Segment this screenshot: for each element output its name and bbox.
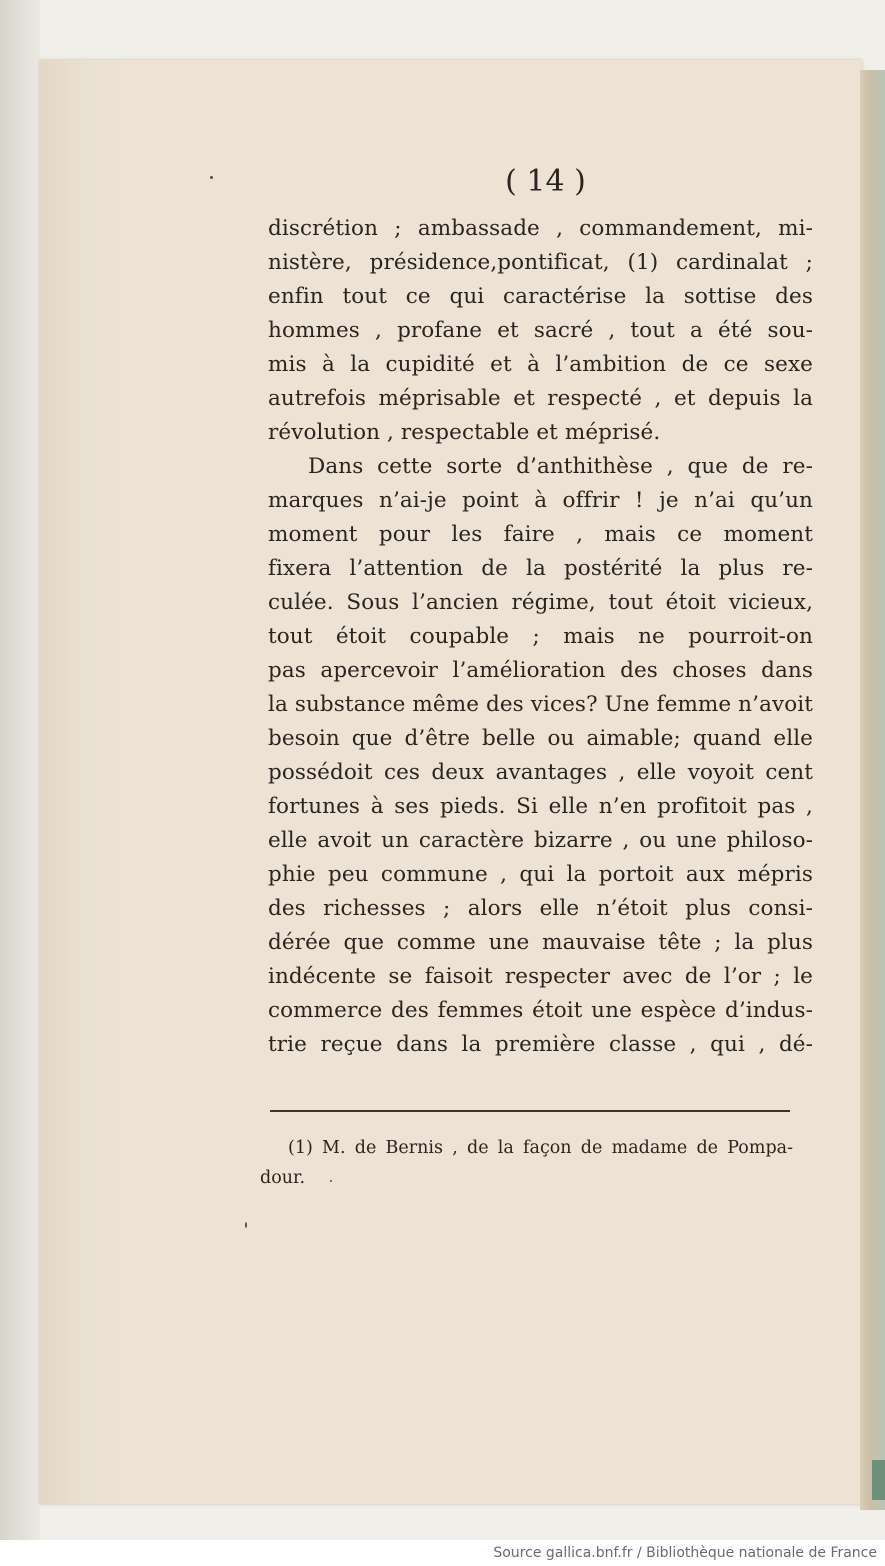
paper-speck [245,1222,247,1228]
text-line: dérée que comme une mauvaise tête ; la plus [268,930,813,955]
binding-green-edge [872,1460,885,1500]
text-line: marques n’ai-je point à offrir ! je n’ai qu’un [268,488,813,513]
main-text [268,162,813,1062]
text-line: culée. Sous l’ancien régime, tout étoit vicieux, [268,590,813,615]
text-line: autrefois méprisable et respecté , et depuis la [268,386,813,411]
text-line: commerce des femmes étoit une espèce d’indus- [268,998,813,1023]
text-line: enfin tout ce qui caractérise la sottise des [268,284,813,309]
text-line: fixera l’attention de la postérité la plus re- [268,556,813,581]
text-line: hommes , profane et sacré , tout a été sou- [268,318,813,343]
footnote [260,1133,793,1193]
text-line: pas apercevoir l’amélioration des choses dans [268,658,813,683]
text-line: des richesses ; alors elle n’étoit plus consi- [268,896,813,921]
text-line: moment pour les faire , mais ce moment [268,522,813,547]
paper-speck [210,176,213,179]
page-gutter-shade [40,60,125,1504]
page-number: ( 14 ) [505,164,586,199]
text-line: fortunes à ses pieds. Si elle n’en profitoit pas , [268,794,813,819]
adjacent-page-edge [860,70,885,1510]
text-line: indécente se faisoit respecter avec de l’or ; le [268,964,813,989]
text-line: la substance même des vices? Une femme n’avoit [268,692,813,717]
footnote-rule [270,1110,790,1112]
footnote-line: dour. [260,1168,306,1188]
text-line: discrétion ; ambassade , commandement, mi- [268,216,813,241]
footnote-line: (1) M. de Bernis , de la façon de madame de Pompa- [288,1138,793,1158]
text-line: phie peu commune , qui la portoit aux mépris [268,862,813,887]
text-line: nistère, présidence,pontificat, (1) cardinalat ; [268,250,813,275]
paragraph-2 [268,450,813,1062]
text-line: elle avoit un caractère bizarre , ou une philoso- [268,828,813,853]
text-line: besoin que d’être belle ou aimable; quand elle [268,726,813,751]
paragraph-1 [268,212,813,450]
text-line: possédoit ces deux avantages , elle voyoit cent [268,760,813,785]
text-line: Dans cette sorte d’anthithèse , que de re- [308,454,813,479]
text-line: mis à la cupidité et à l’ambition de ce sexe [268,352,813,377]
source-bar [0,1540,885,1566]
text-line: trie reçue dans la première classe , qui , dé- [268,1032,813,1057]
text-line: tout étoit coupable ; mais ne pourroit-on [268,624,813,649]
scanner-bed-left [0,0,40,1540]
text-line: révolution , respectable et méprisé. [268,420,661,445]
source-credit[interactable]: Source gallica.bnf.fr / Bibliothèque nationale de France [493,1545,877,1561]
